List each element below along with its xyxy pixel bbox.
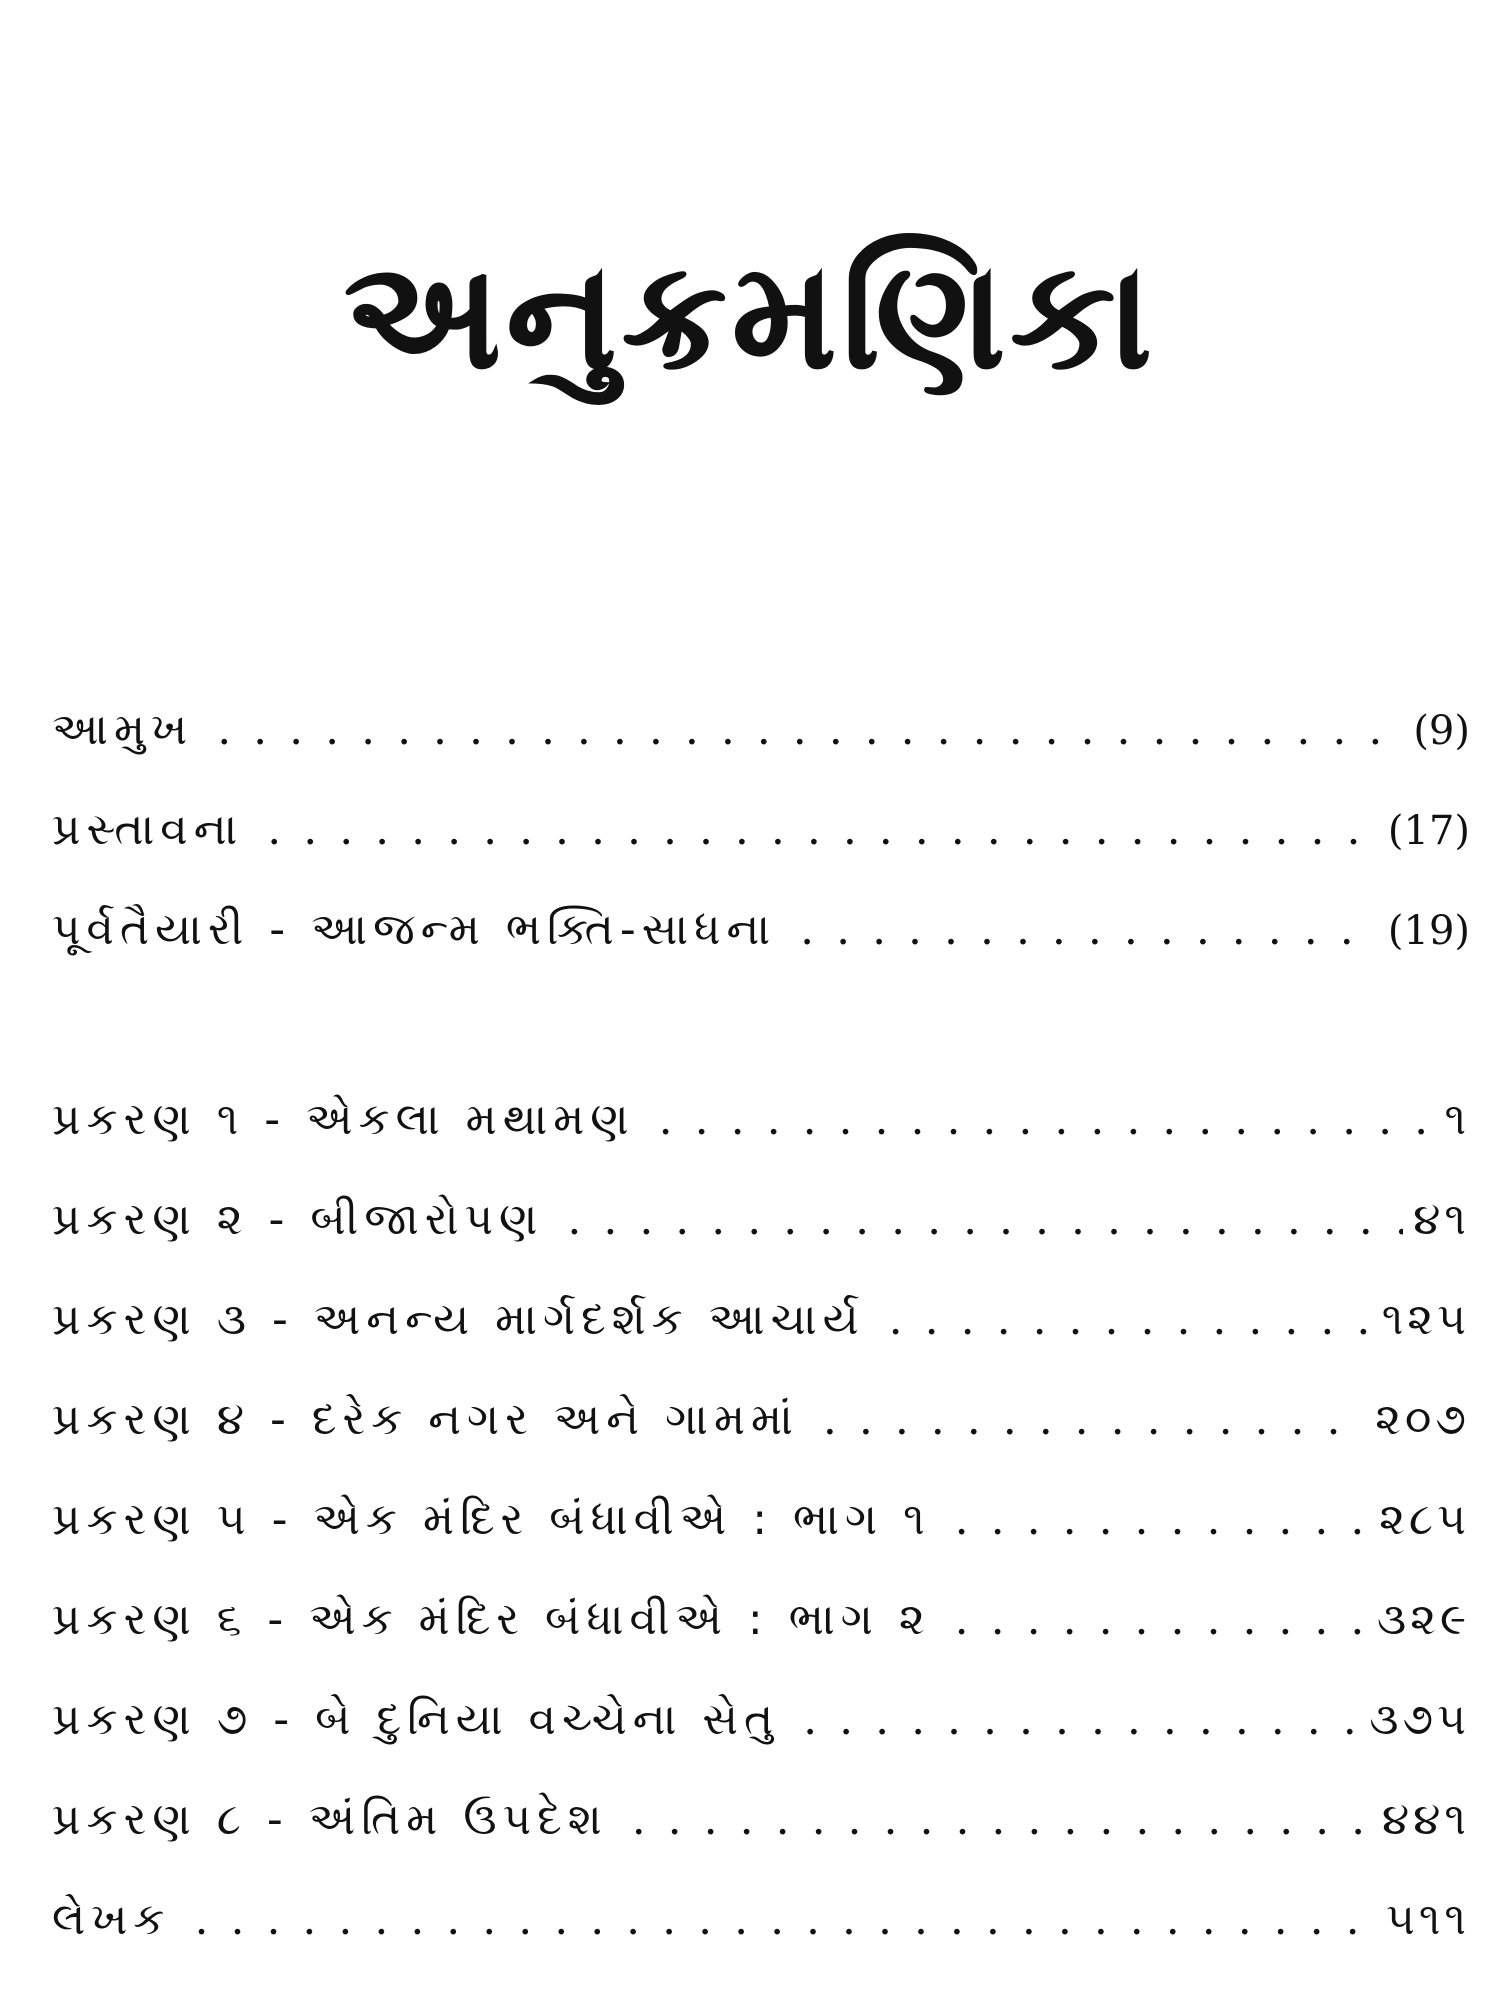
dot-leader <box>632 1770 1372 1870</box>
toc-entry-label: પૂર્વતૈયારી - આજન્મ ભક્તિ-સાધના <box>52 904 777 955</box>
toc-entry-page: ૪૧ <box>1413 1194 1470 1245</box>
dot-leader <box>567 1170 1403 1270</box>
page-title: અનુક્રમણિકા <box>343 228 1157 403</box>
front-matter-list <box>52 680 1470 980</box>
toc-entry-chapter-4[interactable] <box>52 1370 1470 1470</box>
dot-leader <box>955 1470 1369 1570</box>
toc-entry-foreword[interactable] <box>52 680 1470 780</box>
toc-entry-page: (19) <box>1387 908 1470 954</box>
dot-leader <box>195 1870 1376 1970</box>
toc-entry-label: આમુખ <box>52 704 194 755</box>
dot-leader <box>955 1570 1367 1670</box>
toc-entry-page: ૩૭૫ <box>1369 1694 1470 1745</box>
toc-entry-chapter-7[interactable] <box>52 1670 1470 1770</box>
toc-entry-label: પ્રકરણ ૨ - બીજારોપણ <box>52 1194 544 1245</box>
toc-entry-page: ૩૨૯ <box>1376 1594 1470 1645</box>
toc-entry-prelude[interactable] <box>52 880 1470 980</box>
toc-entry-label: પ્રકરણ ૭ - બે દુનિયા વચ્ચેના સેતુ <box>52 1694 780 1745</box>
toc-entry-label: પ્રસ્તાવના <box>52 804 244 855</box>
toc-entry-page: ૧ <box>1444 1094 1470 1145</box>
toc-entry-label: પ્રકરણ ૩ - અનન્ય માર્ગદર્શક આચાર્ય <box>52 1294 865 1345</box>
toc-entry-page: ૧૨૫ <box>1381 1294 1470 1345</box>
toc-entry-chapter-3[interactable] <box>52 1270 1470 1370</box>
dot-leader <box>267 780 1378 880</box>
chapter-list <box>52 1070 1470 1970</box>
toc-entry-chapter-1[interactable] <box>52 1070 1470 1170</box>
toc-entry-page: ૫૧૧ <box>1385 1894 1470 1945</box>
toc-entry-page: (9) <box>1413 708 1470 754</box>
dot-leader <box>800 880 1378 980</box>
toc-entry-chapter-2[interactable] <box>52 1170 1470 1270</box>
dot-leader <box>889 1270 1372 1370</box>
toc-entry-label: પ્રકરણ ૧ - એકલા મથામણ <box>52 1094 635 1145</box>
dot-leader <box>803 1670 1359 1770</box>
toc-entry-chapter-5[interactable] <box>52 1470 1470 1570</box>
toc-entry-page: ૪૪૧ <box>1381 1794 1470 1845</box>
toc-entry-page: ૨૦૭ <box>1375 1394 1470 1445</box>
toc-entry-author[interactable] <box>52 1870 1470 1970</box>
dot-leader <box>823 1370 1365 1470</box>
toc-entry-page: ૨૮૫ <box>1379 1494 1470 1545</box>
toc-entry-chapter-6[interactable] <box>52 1570 1470 1670</box>
toc-entry-label: લેખક <box>52 1894 171 1945</box>
toc-entry-preface[interactable] <box>52 780 1470 880</box>
toc-entry-chapter-8[interactable] <box>52 1770 1470 1870</box>
toc-entry-label: પ્રકરણ ૫ - એક મંદિર બંધાવીએ : ભાગ ૧ <box>52 1494 931 1545</box>
toc-entry-label: પ્રકરણ ૬ - એક મંદિર બંધાવીએ : ભાગ ૨ <box>52 1594 931 1645</box>
toc-entry-label: પ્રકરણ ૪ - દરેક નગર અને ગામમાં <box>52 1394 799 1445</box>
dot-leader <box>659 1070 1435 1170</box>
dot-leader <box>217 680 1403 780</box>
toc-entry-label: પ્રકરણ ૮ - અંતિમ ઉપદેશ <box>52 1794 608 1845</box>
toc-entry-page: (17) <box>1387 808 1470 854</box>
